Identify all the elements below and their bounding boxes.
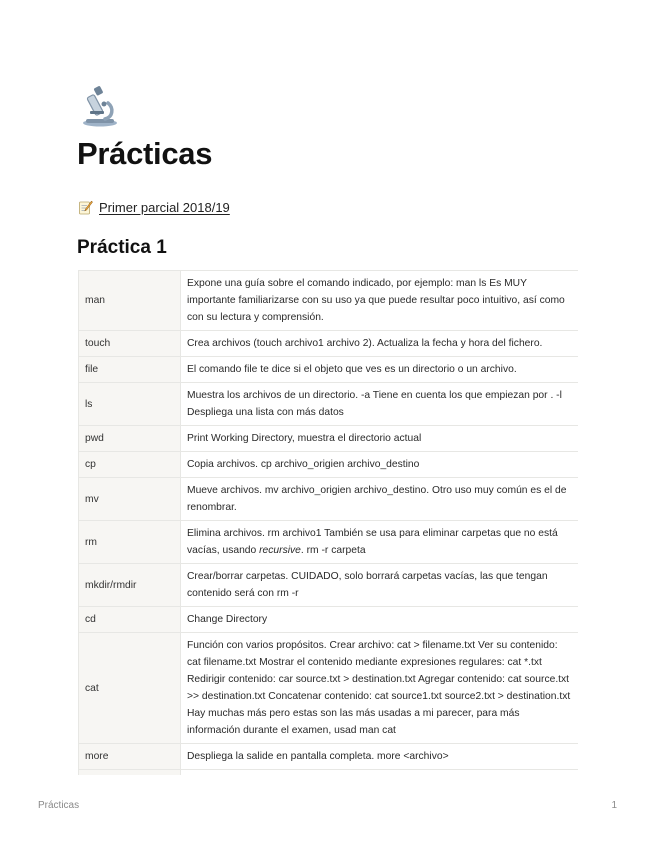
description-text: . rm -r carpeta bbox=[300, 545, 366, 556]
command-cell: cd bbox=[79, 607, 181, 633]
command-cell: file bbox=[79, 357, 181, 383]
table-row bbox=[79, 383, 579, 426]
description-cell: Crear/borrar carpetas. CUIDADO, solo borrará carpetas vacías, las que tengan contenido será con rm -r bbox=[181, 564, 579, 607]
table-row bbox=[79, 357, 579, 383]
command-cell: touch bbox=[79, 331, 181, 357]
table-row bbox=[79, 744, 579, 770]
section-heading: Práctica 1 bbox=[77, 237, 167, 258]
description-cell bbox=[181, 770, 579, 776]
description-cell: El comando file te dice si el objeto que ves es un directorio o un archivo. bbox=[181, 357, 579, 383]
table-row bbox=[79, 521, 579, 564]
command-cell: mv bbox=[79, 478, 181, 521]
description-emphasis: recursive bbox=[259, 545, 301, 556]
table-row bbox=[79, 426, 579, 452]
subpage-link[interactable] bbox=[78, 200, 230, 215]
command-cell: cp bbox=[79, 452, 181, 478]
description-cell: Expone una guía sobre el comando indicado, por ejemplo: man ls Es MUY importante familiarizarse con su uso ya que puede resultar poco intuitivo, así como con su lectura y comprensión. bbox=[181, 271, 579, 331]
description-cell: Función con varios propósitos. Crear archivo: cat > filename.txt Ver su contenido: cat filename.txt Mostrar el contenido mediante expresiones regulares: cat *.txt Redirigir contenido: car source.txt > destination.txt Agregar contenido: cat source.txt >> destination.txt Concatenar contenido: cat source1.txt source2.txt > destination.txt Hay muchas más pero estas son las más usadas a mi parecer, para más información durante el examen, usad man cat bbox=[181, 633, 579, 744]
subpage-link-label[interactable]: Primer parcial 2018/19 bbox=[99, 200, 230, 215]
table-row bbox=[79, 331, 579, 357]
page-title: Prácticas bbox=[77, 136, 213, 171]
command-cell bbox=[79, 770, 181, 776]
command-cell: mkdir/rmdir bbox=[79, 564, 181, 607]
memo-icon bbox=[78, 200, 93, 215]
table-row bbox=[79, 564, 579, 607]
table-row bbox=[79, 770, 579, 776]
description-cell: Muestra los archivos de un directorio. -a Tiene en cuenta los que empiezan por . -l Despliega una lista con más datos bbox=[181, 383, 579, 426]
command-cell: pwd bbox=[79, 426, 181, 452]
table-row bbox=[79, 607, 579, 633]
footer-title: Prácticas bbox=[38, 800, 80, 811]
description-cell bbox=[181, 521, 579, 564]
description-cell: Despliega la salide en pantalla completa. more <archivo> bbox=[181, 744, 579, 770]
command-cell: rm bbox=[79, 521, 181, 564]
commands-table bbox=[78, 270, 578, 775]
page-number: 1 bbox=[611, 800, 617, 811]
table-row bbox=[79, 452, 579, 478]
command-cell: cat bbox=[79, 633, 181, 744]
table-row bbox=[79, 633, 579, 744]
command-cell: man bbox=[79, 271, 181, 331]
table-row bbox=[79, 271, 579, 331]
description-cell: Change Directory bbox=[181, 607, 579, 633]
command-cell: ls bbox=[79, 383, 181, 426]
description-text: Elimina archivos. rm archivo1 También se usa para eliminar carpetas que no está vacías, usando bbox=[187, 528, 558, 556]
description-cell: Crea archivos (touch archivo1 archivo 2). Actualiza la fecha y hora del fichero. bbox=[181, 331, 579, 357]
table-row bbox=[79, 478, 579, 521]
microscope-icon bbox=[78, 84, 122, 128]
command-cell: more bbox=[79, 744, 181, 770]
description-cell: Copia archivos. cp archivo_origien archivo_destino bbox=[181, 452, 579, 478]
description-cell: Print Working Directory, muestra el directorio actual bbox=[181, 426, 579, 452]
description-cell: Mueve archivos. mv archivo_origien archivo_destino. Otro uso muy común es el de renombrar. bbox=[181, 478, 579, 521]
